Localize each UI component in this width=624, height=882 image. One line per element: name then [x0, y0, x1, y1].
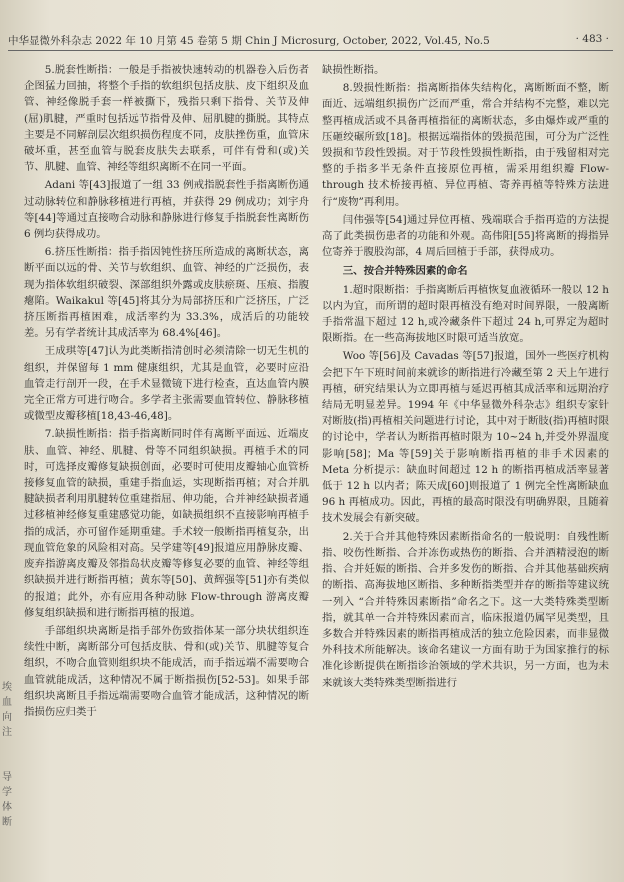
paragraph: 7.缺损性断指：指手指离断同时伴有离断平面远、近端皮肤、血管、神经、肌腱、骨等不同组织缺损。再植手术的同时，可选择皮瓣修复缺损创面，必要时可使用皮瓣轴心血管桥接修复血管的缺损，重建手指血运，实现断指再植；对合并肌腱缺损者利用肌腱转位重建指屈、伸功能，合并神经缺损者通过移植神经修复重建感觉功能，如缺损组织不直接影响再植手指的成活，亦可留作延期重建。手术较一般断指再植复杂，出现血管危象的风险相对高。吴学建等[49]报道应用静脉皮瓣、废弃指游离皮瓣及邻指岛状皮瓣等修复必要的血管、神经等组织缺损并进行断指再植；黄东等[50]、黄辉强等[51]亦有类似的报道；此外，亦有应用各种动脉 Flow-through 游离皮瓣修复组织缺损和进行断指再植的报道。 [24, 428, 309, 619]
paragraph: 8.毁损性断指：指离断指体失结构化，离断断面不整，断面近、远端组织损伤广泛而严重，常合并结构不完整，难以完整再植成活或不具备再植指征的离断状态，多由爆炸或严重的压砸绞碾所致[18]。根据远端指体的毁损范围，可分为广泛性毁损和节段性毁损。对于节段性毁损性断指，由于残留相对完整的手指多半无条件直接原位再植，需采用组织瓣 Flow-through 技术桥接再植、异位再植、寄养再植等特殊方法进行“废物”再利用。 [322, 82, 609, 208]
adjacent-page-margin-text: 埃 血 向 注 导 学 体 断 [2, 682, 12, 828]
journal-citation: 中华显微外科杂志 2022 年 10 月第 45 卷第 5 期 Chin J Microsurg, October, 2022, Vol.45, No.5 [8, 35, 490, 47]
paragraph: Woo 等[56]及 Cavadas 等[57]报道，国外一些医疗机构会把下午下班时间前来就诊的断指进行冷藏至第 2 天上午进行再植，研究结果认为立即再植与延迟再植其成活率和远期治疗结局无明显差异。1994 年《中华显微外科杂志》组织专家针对断肢(指)再植相关问题进行讨论，其中对于断肢(指)再植时限的讨论中，学者认为断指再植时限为 10~24 h,并受外界温度影响[58]；Ma 等[59]关于影响断指再植的非手术因素的 Meta 分析提示：缺血时间超过 12 h 的断指再植成活率显著低于 12 h 以内者；陈天成[60]则报道了 1 例完全性离断缺血 96 h 再植成功。因此，再植的最高时限没有明确界限，且随着技术发展会有新突破。 [322, 350, 609, 525]
paragraph: 5.脱套性断指：一般是手指被快速转动的机器卷入后伤者企图猛力回抽，将整个手指的软组织包括皮肤、皮下组织及血管、神经像脱手套一样被撕下，残指只剩下指骨、关节及伸(屈)肌腱，严重时包括远节指骨及伸、屈肌腱的撕脱。其特点主要是不同解剖层次组织损伤程度不同，皮肤挫伤重，血管床破坏重，甚至血管与脱套皮肤失去联系，可伴有骨和(或)关节、肌腱、血管、神经等组织离断不在同一平面。 [24, 64, 309, 174]
paragraph: 2.关于合并其他特殊因素断指命名的一般说明：自残性断指、咬伤性断指、合并冻伤或热伤的断指、合并酒精浸泡的断指、合并妊娠的断指、合并多发伤的断指、合并其他基础疾病的断指、高海拔地区断指、多种断指类型并存的断指等建议统一列入 “合并特殊因素断指”命名之下。这一大类特殊类型断指，就其单一合并特殊因素而言，临床报道仍属罕见类型，且多数合并特殊因素的断指再植成活的独立危险因素，而非显微外科技术所能解决。该命名建议一方面有助于为国家推行的标准化诊断提供在断指诊治领域的学术共识，另一方面，也为未来就该大类特殊类型断指进行 [322, 530, 609, 689]
paragraph: 手部组织块离断是指手部外伤致指体某一部分块状组织连续性中断，离断部分可包括皮肤、骨和(或)关节、肌腱等复合组织，不吻合血管则组织块不能成活，而手指远端不需要吻合血管就能成活，这种情况不属于断指损伤[52-53]。如果手部组织块离断且手指远端需要吻合血管才能成活，这种情况的断指损伤应归类于 [24, 624, 309, 718]
paragraph: 闫伟强等[54]通过异位再植、残端联合手指再造的方法提高了此类损伤患者的功能和外观。高伟阳[55]将离断的拇指异位寄养于腹股沟部，4 周后回植于手部，获得成功。 [322, 213, 609, 259]
paragraph: Adani 等[43]报道了一组 33 例戒指脱套性手指离断伤通过动脉转位和静脉移植进行再植，并获得 29 例成功；刘宇舟等[44]等通过直接吻合动脉和静脉进行修复手指脱套性离断伤 6 例均获得成功。 [24, 179, 309, 241]
right-column [322, 62, 609, 691]
paragraph: 缺损性断指。 [322, 64, 385, 76]
paragraph: 6.挤压性断指：指手指因钝性挤压所造成的离断状态，离断平面以远的骨、关节与软组织、血管、神经的广泛损伤，表现为指体软组织破裂、深部组织外露或皮肤瘀斑、压痕、指腹瘪陷。Waikakul 等[45]将其分为局部挤压和广泛挤压，广泛挤压断指再植困难，成活率约为 33.3%，成活后的功能较差。另有学者统计其成活率为 68.4%[46]。 [24, 246, 309, 340]
section-heading: 三、按合并特殊因素的命名 [342, 265, 468, 278]
paragraph: 1.超时限断指：手指离断后再植恢复血液循环一般以 12 h 以内为宜，而所谓的超时限再植没有绝对时间界限，一般离断手指常温下超过 12 h,或冷藏条件下超过 24 h,可界定为超时限断指。在一些高海拔地区时限可适当放宽。 [322, 283, 609, 345]
left-column [24, 62, 309, 720]
page-number: · 483 · [575, 33, 609, 45]
running-header [8, 30, 613, 51]
paragraph: 王成琪等[47]认为此类断指清创时必须清除一切无生机的组织，并保留每 1 mm 健康组织，尤其是血管，必要时应沿血管走行剖开一段，在手术显微镜下进行检查，直达血管内膜完全正常方可进行吻合。多学者主张需要血管转位、静脉移植或微型皮瓣移植[18,43-46,48]。 [24, 345, 309, 423]
